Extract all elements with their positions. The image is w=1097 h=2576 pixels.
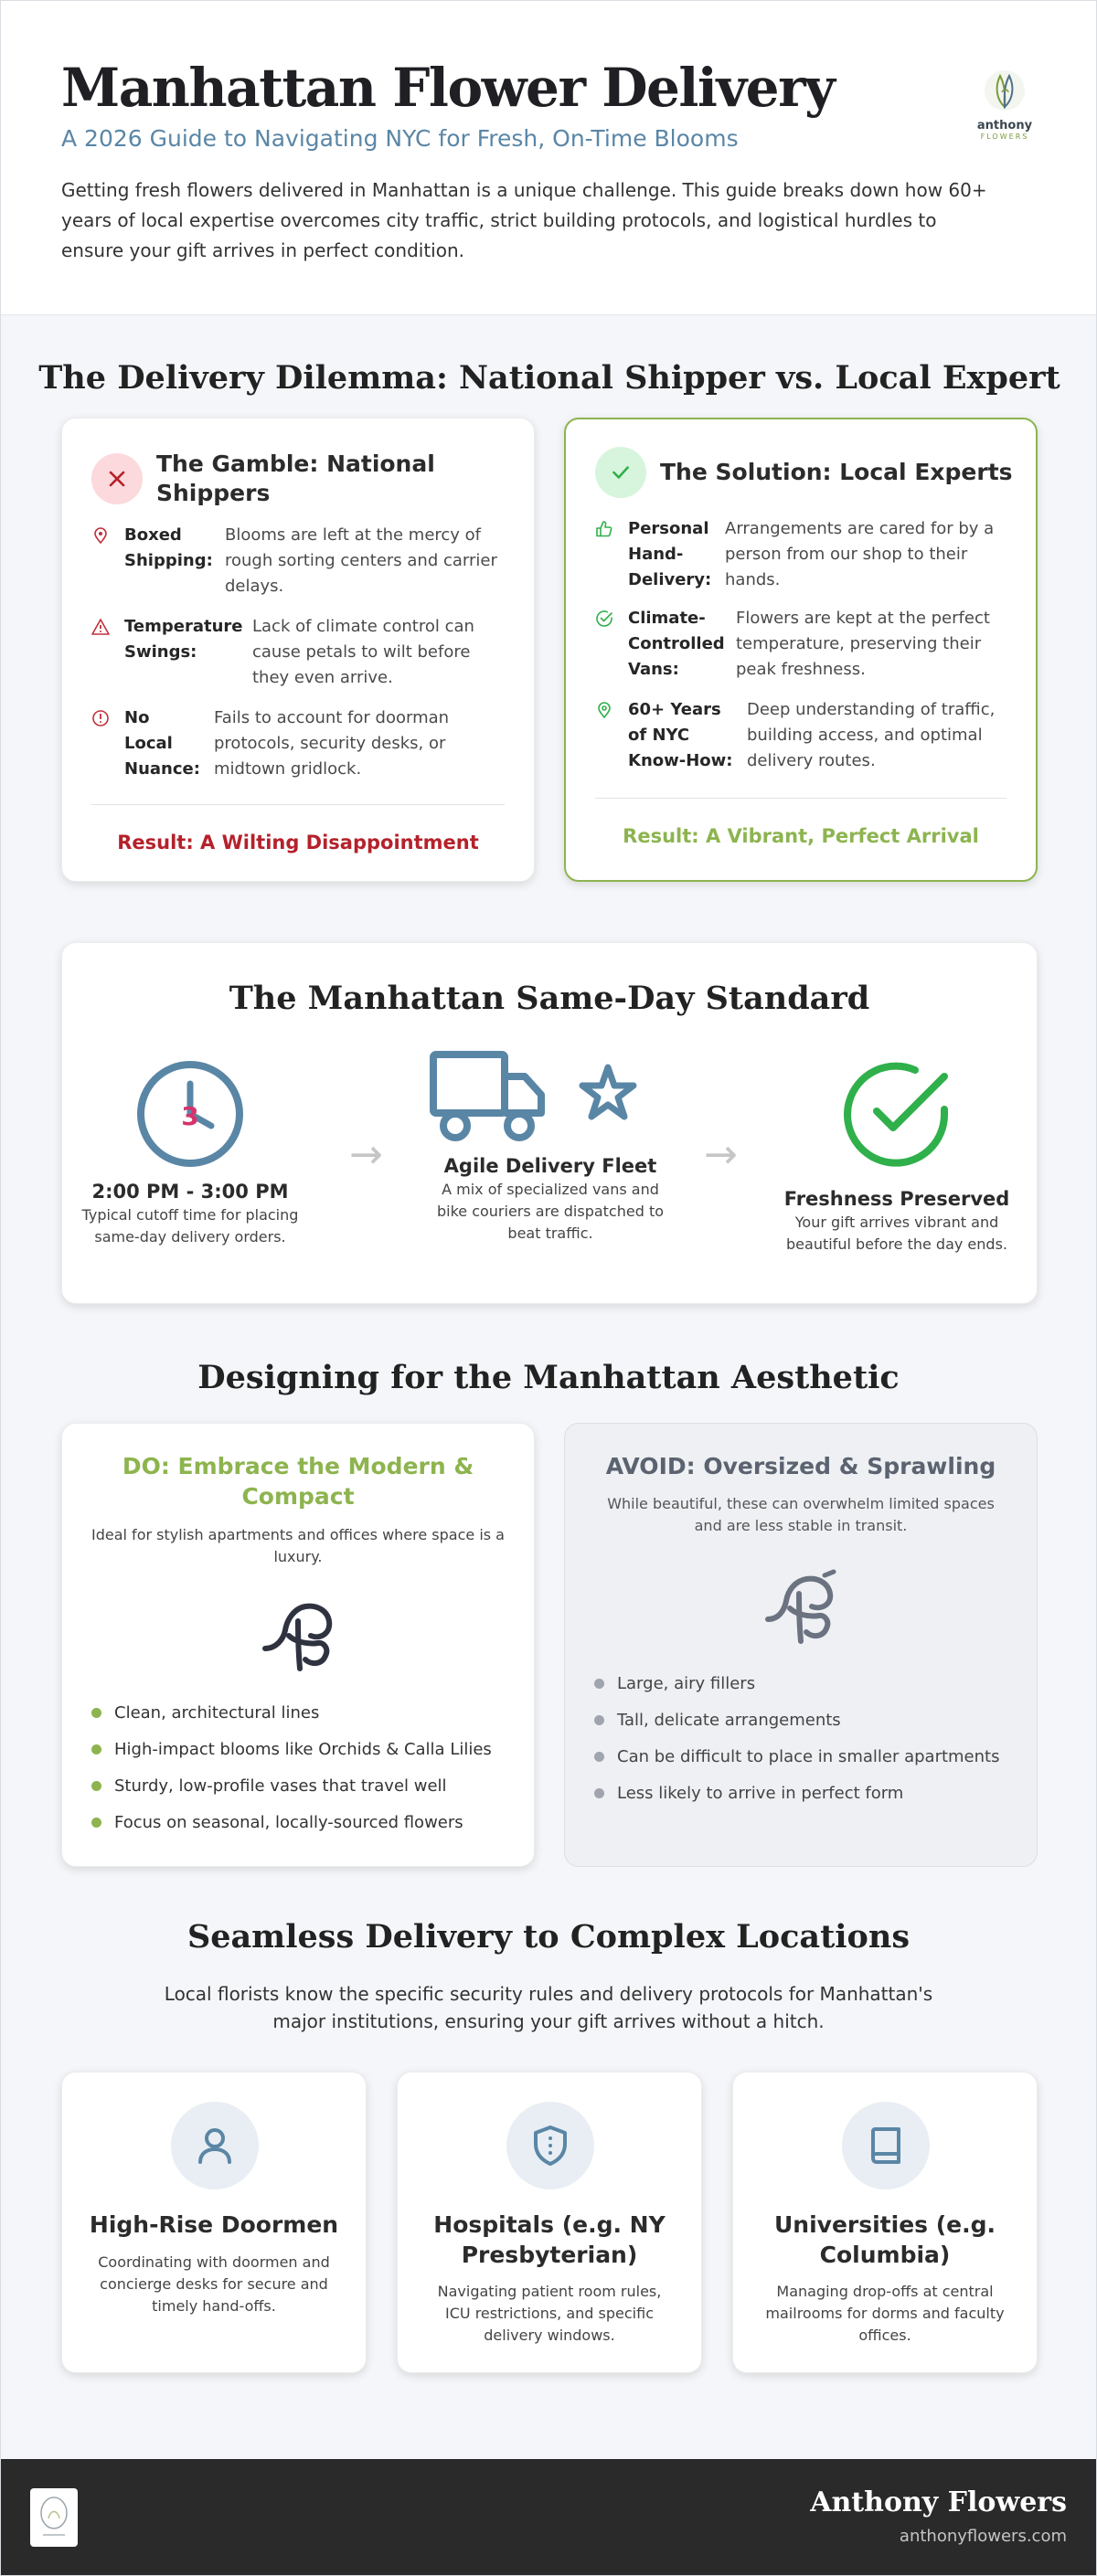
hospitals-card <box>397 2072 702 2373</box>
bad-row-boxed-shipping <box>91 523 499 599</box>
check-circle-icon <box>595 610 613 628</box>
bad-card-header <box>91 450 485 508</box>
hospitals-desc: Navigating patient room rules, ICU restrictions, and specific delivery windows. <box>437 2283 662 2344</box>
list-item <box>91 1767 492 1804</box>
bullet-dot <box>91 1781 101 1791</box>
bad-card-result: Result: A Wilting Disappointment <box>117 832 479 853</box>
brand-logo <box>974 67 1036 147</box>
arrow-right-icon: → <box>704 1131 738 1178</box>
clock-icon <box>136 1060 244 1168</box>
cutoff-time-desc: Typical cutoff time for placing same-day delivery orders. <box>81 1206 299 1246</box>
bad-row-desc: Fails to account for doorman protocols, security desks, or midtown gridlock. <box>214 708 450 779</box>
bullet-dot <box>91 1818 101 1828</box>
dilemma-title: The Delivery Dilemma: National Shipper vs. Local Expert <box>38 359 1060 397</box>
list-item <box>91 1731 492 1767</box>
bullet-dot <box>91 1744 101 1754</box>
aesthetic-title: Designing for the Manhattan Aesthetic <box>197 1359 900 1396</box>
delivery-fleet-label: Agile Delivery Fleet <box>443 1155 657 1177</box>
universities-card <box>732 2072 1038 2373</box>
doormen-card <box>61 2072 367 2373</box>
freshness-label: Freshness Preserved <box>783 1188 1010 1210</box>
clock-number: 3 <box>181 1101 199 1131</box>
logo-wordmark: anthony <box>976 119 1033 133</box>
page-footer <box>1 2459 1097 2576</box>
locations-intro: Local florists know the specific security rules and delivery protocols for Manhattan's major institutions, ensuring your gift arrives without a hitch. <box>164 1983 933 2032</box>
good-card-divider <box>595 798 1006 799</box>
warning-icon <box>91 618 110 636</box>
bullet-dot <box>594 1715 604 1725</box>
list-item <box>594 1775 999 1811</box>
do-list <box>91 1694 492 1840</box>
check-circle-icon <box>842 1060 952 1168</box>
bad-row-label: Temperature Swings: <box>124 617 243 662</box>
list-item <box>91 1694 492 1731</box>
good-row-hand-delivery <box>595 516 1005 593</box>
page-title: Manhattan Flower Delivery <box>61 57 835 119</box>
bullet-dot <box>594 1679 604 1689</box>
national-shipper-card <box>61 418 535 882</box>
bad-card-title: The Gamble: National Shippers <box>156 451 435 506</box>
bad-row-label: No Local Nuance: <box>124 708 200 779</box>
good-row-label: Climate-Controlled Vans: <box>628 609 725 679</box>
x-icon <box>91 453 143 504</box>
cutoff-time-item <box>80 1060 300 1248</box>
do-item-text: Focus on seasonal, locally-sourced flowers <box>114 1812 463 1832</box>
arrow-right-icon: → <box>349 1131 383 1178</box>
do-item-text: Sturdy, low-profile vases that travel well <box>114 1776 447 1796</box>
avoid-list <box>594 1665 999 1811</box>
bad-row-label: Boxed Shipping: <box>124 525 213 570</box>
freshness-desc: Your gift arrives vibrant and beautiful before the day ends. <box>786 1214 1007 1253</box>
avoid-card <box>564 1423 1038 1867</box>
intro-paragraph: Getting fresh flowers delivered in Manhattan is a unique challenge. This guide breaks down how 60+ years of local expertise overcomes city traffic, strict building protocols, and logistical hurdles to ensure your gift arrives in perfect condition. <box>61 179 987 261</box>
do-item-text: Clean, architectural lines <box>114 1702 320 1723</box>
avoid-item-text: Tall, delicate arrangements <box>617 1710 841 1730</box>
good-card-result: Result: A Vibrant, Perfect Arrival <box>623 825 979 847</box>
user-icon <box>171 2102 259 2189</box>
same-day-standard-section <box>61 942 1038 1304</box>
bad-row-temperature <box>91 614 499 691</box>
standard-title: The Manhattan Same-Day Standard <box>229 980 870 1017</box>
doormen-title: High-Rise Doormen <box>89 2211 339 2238</box>
list-item <box>594 1665 999 1701</box>
good-row-desc: Flowers are kept at the perfect temperature, preserving their peak freshness. <box>736 609 990 679</box>
doormen-desc: Coordinating with doormen and concierge desks for secure and timely hand-offs. <box>98 2253 330 2315</box>
good-row-nyc-know-how <box>595 697 1005 774</box>
bad-row-no-local-nuance <box>91 705 497 782</box>
do-item-text: High-impact blooms like Orchids & Calla Lilies <box>114 1739 492 1759</box>
bad-row-desc: Blooms are left at the mercy of rough sorting centers and carrier delays. <box>225 525 497 596</box>
list-item <box>594 1738 999 1775</box>
good-card-header <box>595 447 1013 498</box>
page-subtitle: A 2026 Guide to Navigating NYC for Fresh, On-Time Blooms <box>61 125 739 152</box>
alert-circle-icon <box>91 709 110 727</box>
logo-subword: FLOWERS <box>980 133 1029 141</box>
do-card-title: DO: Embrace the Modern & Compact <box>122 1453 474 1510</box>
bad-card-divider <box>91 804 505 805</box>
avoid-card-subtitle: While beautiful, these can overwhelm limited spaces and are less stable in transit. <box>607 1495 995 1534</box>
do-card <box>61 1423 535 1867</box>
delivery-fleet-desc: A mix of specialized vans and bike couriers are dispatched to beat traffic. <box>436 1181 665 1242</box>
map-pin-icon <box>595 701 613 719</box>
avoid-item-text: Can be difficult to place in smaller apartments <box>617 1746 1000 1766</box>
check-icon <box>595 447 646 498</box>
modern-arrangement-icon <box>258 1594 340 1674</box>
universities-desc: Managing drop-offs at central mailrooms for dorms and faculty offices. <box>765 2283 1005 2344</box>
footer-url-link[interactable]: anthonyflowers.com <box>899 2527 1067 2546</box>
truck-and-star-icon <box>424 1051 676 1151</box>
shield-icon <box>506 2102 594 2189</box>
thumbs-up-icon <box>595 520 613 538</box>
delivery-fleet-item <box>424 1051 676 1245</box>
locations-title: Seamless Delivery to Complex Locations <box>186 1918 911 1956</box>
flower-logo-icon <box>984 67 1026 118</box>
do-card-subtitle: Ideal for stylish apartments and offices where space is a luxury. <box>91 1526 505 1565</box>
good-row-desc: Deep understanding of traffic, building access, and optimal delivery routes. <box>747 700 996 770</box>
local-expert-card <box>564 418 1038 882</box>
bad-row-desc: Lack of climate control can cause petals to wilt before they even arrive. <box>252 617 474 687</box>
good-row-label: Personal Hand-Delivery: <box>628 519 712 589</box>
sprawling-arrangement-icon <box>761 1568 843 1648</box>
dilemma-cards <box>61 418 1038 882</box>
hero-header <box>1 1 1096 315</box>
good-row-label: 60+ Years of NYC Know-How: <box>628 700 733 770</box>
good-card-title: The Solution: Local Experts <box>660 459 1013 485</box>
cutoff-time-label: 2:00 PM - 3:00 PM <box>91 1181 289 1203</box>
avoid-card-title: AVOID: Oversized & Sprawling <box>605 1453 996 1479</box>
bullet-dot <box>594 1788 604 1798</box>
footer-brand: Anthony Flowers <box>810 2486 1067 2518</box>
freshness-item <box>773 1060 1020 1256</box>
bullet-dot <box>91 1708 101 1718</box>
map-pin-icon <box>91 526 110 545</box>
delivery-dilemma-section <box>1 359 1097 853</box>
good-row-climate-vans <box>595 606 1005 683</box>
footer-logo-icon <box>30 2488 78 2547</box>
hospitals-title: Hospitals (e.g. NY Presbyterian) <box>433 2211 666 2268</box>
list-item <box>594 1701 999 1738</box>
universities-title: Universities (e.g. Columbia) <box>773 2211 996 2268</box>
avoid-item-text: Large, airy fillers <box>617 1673 756 1693</box>
good-row-desc: Arrangements are cared for by a person from our shop to their hands. <box>725 519 995 589</box>
avoid-item-text: Less likely to arrive in perfect form <box>617 1783 904 1803</box>
book-icon <box>842 2102 930 2189</box>
bullet-dot <box>594 1752 604 1762</box>
list-item <box>91 1804 492 1840</box>
